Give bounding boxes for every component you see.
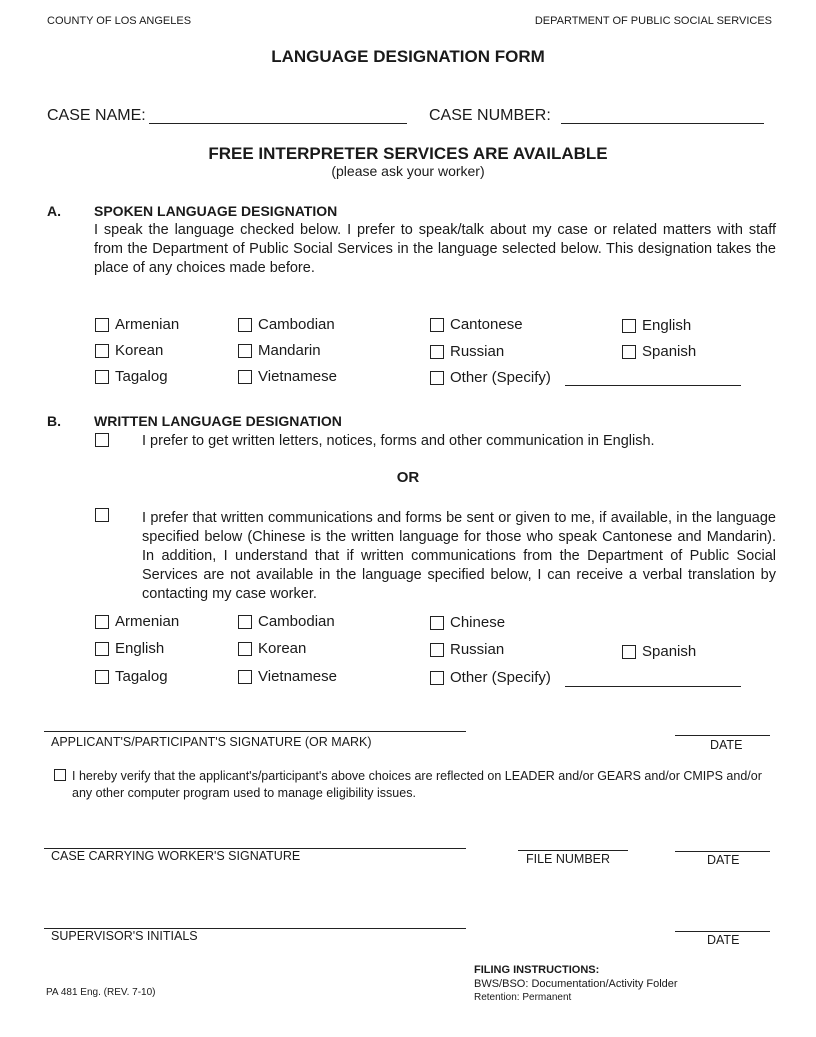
supervisor-date-line[interactable] <box>675 931 770 932</box>
written-cambodian-option[interactable]: Cambodian <box>238 613 335 630</box>
applicant-signature-line[interactable] <box>44 731 466 732</box>
checkbox[interactable] <box>238 615 252 629</box>
checkbox[interactable] <box>238 344 252 358</box>
written-armenian-option[interactable]: Armenian <box>95 613 179 630</box>
checkbox[interactable] <box>238 318 252 332</box>
checkbox[interactable] <box>95 370 109 384</box>
section-a-letter: A. <box>47 203 61 219</box>
checkbox[interactable] <box>95 642 109 656</box>
written-other-pref-text: I prefer that written communications and forms be sent or given to me, if available, in the language specified below (Chinese is the written language for those who speak Cantonese and Mandarin). In addition, I understand that if written communications from the Department of Public Social Services are not available in the language specified below, I can receive a verbal translation by contacting my case worker. <box>142 510 776 602</box>
spoken-korean-option[interactable]: Korean <box>95 342 163 359</box>
checkbox[interactable] <box>622 645 636 659</box>
case-name-label: CASE NAME: <box>47 107 146 124</box>
county-header: COUNTY OF LOS ANGELES <box>47 15 192 27</box>
file-number-line[interactable] <box>518 850 628 851</box>
checkbox[interactable] <box>95 615 109 629</box>
interpreter-heading: FREE INTERPRETER SERVICES ARE AVAILABLE <box>208 144 608 163</box>
written-other-option[interactable]: Other (Specify) <box>430 669 551 686</box>
checkbox[interactable] <box>238 670 252 684</box>
checkbox[interactable] <box>430 643 444 657</box>
written-other-specify-field[interactable] <box>565 686 741 687</box>
written-russian-option[interactable]: Russian <box>430 641 504 658</box>
section-b-title: WRITTEN LANGUAGE DESIGNATION <box>94 413 342 429</box>
supervisor-initials-label: SUPERVISOR'S INITIALS <box>51 929 198 943</box>
form-title: LANGUAGE DESIGNATION FORM <box>271 47 545 66</box>
worker-signature-label: CASE CARRYING WORKER'S SIGNATURE <box>51 849 301 863</box>
spoken-tagalog-option[interactable]: Tagalog <box>95 368 168 385</box>
section-a-title: SPOKEN LANGUAGE DESIGNATION <box>94 203 338 219</box>
spoken-english-option[interactable]: English <box>622 317 691 334</box>
checkbox[interactable] <box>430 318 444 332</box>
filing-instructions-title: FILING INSTRUCTIONS: <box>474 964 600 976</box>
worker-date-line[interactable] <box>675 851 770 852</box>
applicant-signature-label: APPLICANT'S/PARTICIPANT'S SIGNATURE (OR MARK) <box>51 735 372 749</box>
checkbox[interactable] <box>238 370 252 384</box>
spoken-cantonese-option[interactable]: Cantonese <box>430 316 523 333</box>
spoken-vietnamese-option[interactable]: Vietnamese <box>238 368 337 385</box>
spoken-other-specify-field[interactable] <box>565 385 741 386</box>
written-other-pref-checkbox[interactable] <box>95 508 109 522</box>
spoken-russian-option[interactable]: Russian <box>430 343 504 360</box>
spoken-mandarin-option[interactable]: Mandarin <box>238 342 321 359</box>
checkbox[interactable] <box>430 616 444 630</box>
written-korean-option[interactable]: Korean <box>238 640 306 657</box>
spoken-other-option[interactable]: Other (Specify) <box>430 369 551 386</box>
department-header: DEPARTMENT OF PUBLIC SOCIAL SERVICES <box>534 15 772 27</box>
written-english-option[interactable]: English <box>95 640 164 657</box>
written-spanish-option[interactable]: Spanish <box>622 643 696 660</box>
checkbox[interactable] <box>622 319 636 333</box>
written-english-pref-checkbox[interactable] <box>95 433 109 447</box>
written-vietnamese-option[interactable]: Vietnamese <box>238 668 337 685</box>
checkbox[interactable] <box>95 318 109 332</box>
spoken-cambodian-option[interactable]: Cambodian <box>238 316 335 333</box>
case-number-label: CASE NUMBER: <box>429 107 551 124</box>
checkbox[interactable] <box>622 345 636 359</box>
applicant-date-line[interactable] <box>675 735 770 736</box>
section-b-letter: B. <box>47 413 61 429</box>
checkbox[interactable] <box>95 670 109 684</box>
case-name-field[interactable] <box>149 123 407 124</box>
written-tagalog-option[interactable]: Tagalog <box>95 668 168 685</box>
written-chinese-option[interactable]: Chinese <box>430 614 505 631</box>
verify-text: I hereby verify that the applicant's/participant's above choices are reflected on LEADER and/or GEARS and/or CMIPS and/or any other computer program used to manage eligibility issues. <box>72 769 762 800</box>
filing-instructions-line1: BWS/BSO: Documentation/Activity Folder <box>474 978 678 990</box>
filing-instructions-line2: Retention: Permanent <box>474 992 572 1003</box>
spoken-armenian-option[interactable]: Armenian <box>95 316 179 333</box>
checkbox[interactable] <box>430 371 444 385</box>
interpreter-subheading: (please ask your worker) <box>331 163 485 179</box>
file-number-label: FILE NUMBER <box>526 852 611 866</box>
checkbox[interactable] <box>430 345 444 359</box>
written-english-pref-text: I prefer to get written letters, notices, forms and other communication in English. <box>142 433 655 449</box>
worker-date-label: DATE <box>707 853 740 867</box>
supervisor-date-label: DATE <box>707 933 740 947</box>
case-number-field[interactable] <box>561 123 764 124</box>
form-id: PA 481 Eng. (REV. 7-10) <box>46 987 156 998</box>
or-separator: OR <box>396 469 420 486</box>
section-a-text: I speak the language checked below. I prefer to speak/talk about my case or related matters with staff from the Department of Public Social Services in the language selected below. This designation takes the place of any choices made before. <box>94 222 776 276</box>
spoken-spanish-option[interactable]: Spanish <box>622 343 696 360</box>
verify-checkbox[interactable] <box>54 769 66 781</box>
checkbox[interactable] <box>430 671 444 685</box>
applicant-date-label: DATE <box>710 738 743 752</box>
checkbox[interactable] <box>238 642 252 656</box>
checkbox[interactable] <box>95 344 109 358</box>
